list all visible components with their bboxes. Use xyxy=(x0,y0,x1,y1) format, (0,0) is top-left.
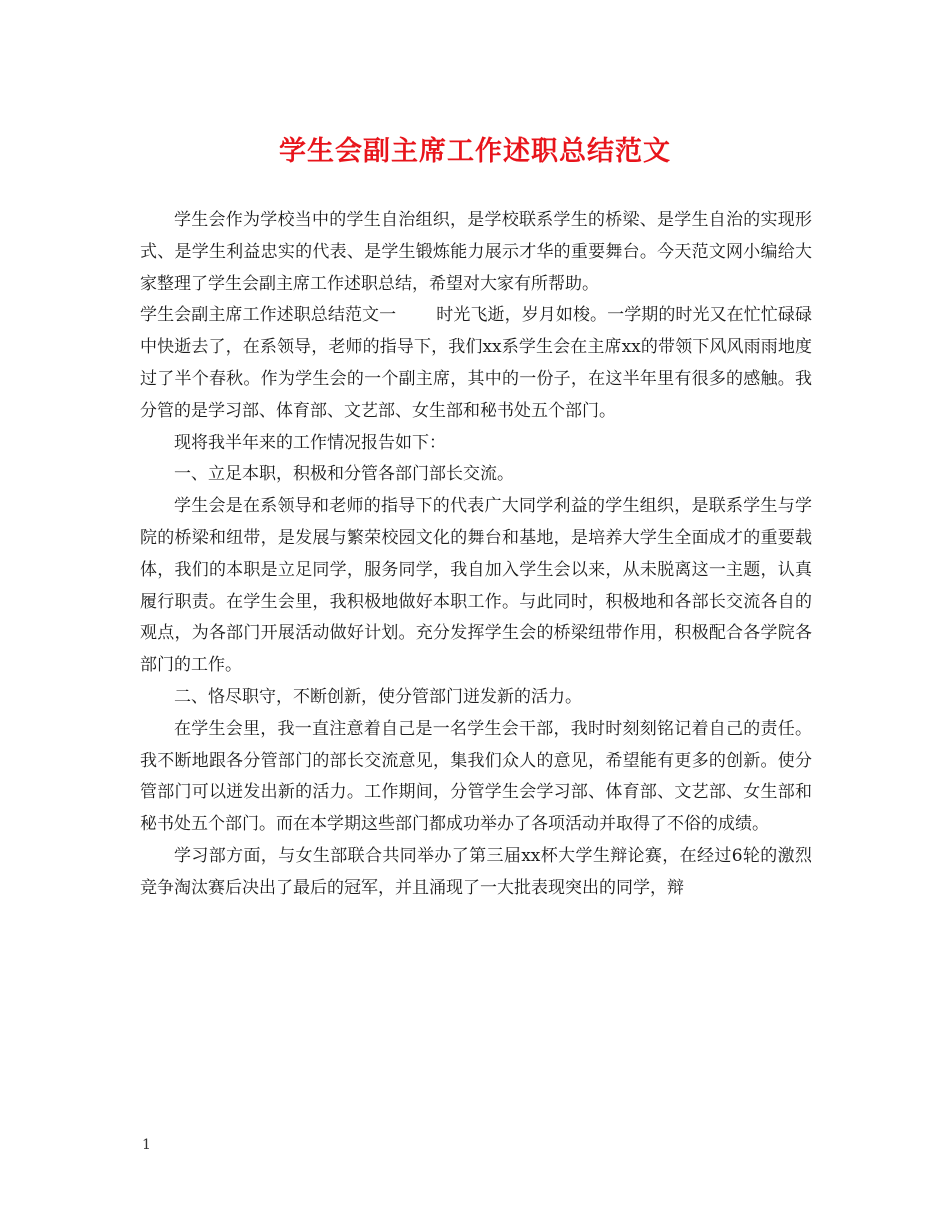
paragraph-three: 学习部方面，与女生部联合共同举办了第三届xx杯大学生辩论赛，在经过6轮的激烈竞争淘汰赛后决出了最后的冠军，并且涌现了一大批表现突出的同学，辩 xyxy=(140,845,812,898)
section-lead-text: 时光飞逝，岁月如梭。一学期的时光又在忙忙碌碌中快逝去了，在系领导，老师的指导下，我们xx系学生会在主席xx的带领下风风雨雨地度过了半个春秋。作为学生会的一个副主席，其中的一份子，在这半年里有很多的感触。我分管的是学习部、体育部、文艺部、女生部和秘书处五个部门。 xyxy=(140,305,813,421)
heading-two: 二、恪尽职守，不断创新，使分管部门迸发新的活力。 xyxy=(174,686,582,707)
paragraph-one: 学生会是在系领导和老师的指导下的代表广大同学利益的学生组织，是联系学生与学院的桥梁和纽带，是发展与繁荣校园文化的舞台和基地，是培养大学生全面成才的重要载体，我们的本职是立足同学，服务同学，我自加入学生会以来，从未脱离这一主题，认真履行职责。在学生会里，我积极地做好本职工作。与此同时，积极地和各部长交流各自的观点，为各部门开展活动做好计划。充分发挥学生会的桥梁纽带作用，积极配合各学院各部门的工作。 xyxy=(140,496,812,676)
document-body xyxy=(140,205,812,905)
report-intro-paragraph: 现将我半年来的工作情况报告如下： xyxy=(174,432,446,453)
heading-one: 一、立足本职，积极和分管各部门部长交流。 xyxy=(174,464,514,485)
section-paragraph xyxy=(140,300,812,427)
intro-paragraph: 学生会作为学校当中的学生自治组织，是学校联系学生的桥梁、是学生自治的实现形式、是学生利益忠实的代表、是学生锻炼能力展示才华的重要舞台。今天范文网小编给大家整理了学生会副主席工作述职总结，希望对大家有所帮助。 xyxy=(140,210,812,294)
page-number: 1 xyxy=(142,1137,151,1153)
section-heading: 学生会副主席工作述职总结范文一 xyxy=(140,305,397,326)
document-title: 学生会副主席工作述职总结范文 xyxy=(279,136,671,167)
paragraph-two: 在学生会里，我一直注意着自己是一名学生会干部，我时时刻刻铭记着自己的责任。我不断地跟各分管部门的部长交流意见，集我们众人的意见，希望能有更多的创新。使分管部门可以迸发出新的活力。工作期间，分管学生会学习部、体育部、文艺部、女生部和秘书处五个部门。而在本学期这些部门都成功举办了各项活动并取得了不俗的成绩。 xyxy=(140,718,812,835)
